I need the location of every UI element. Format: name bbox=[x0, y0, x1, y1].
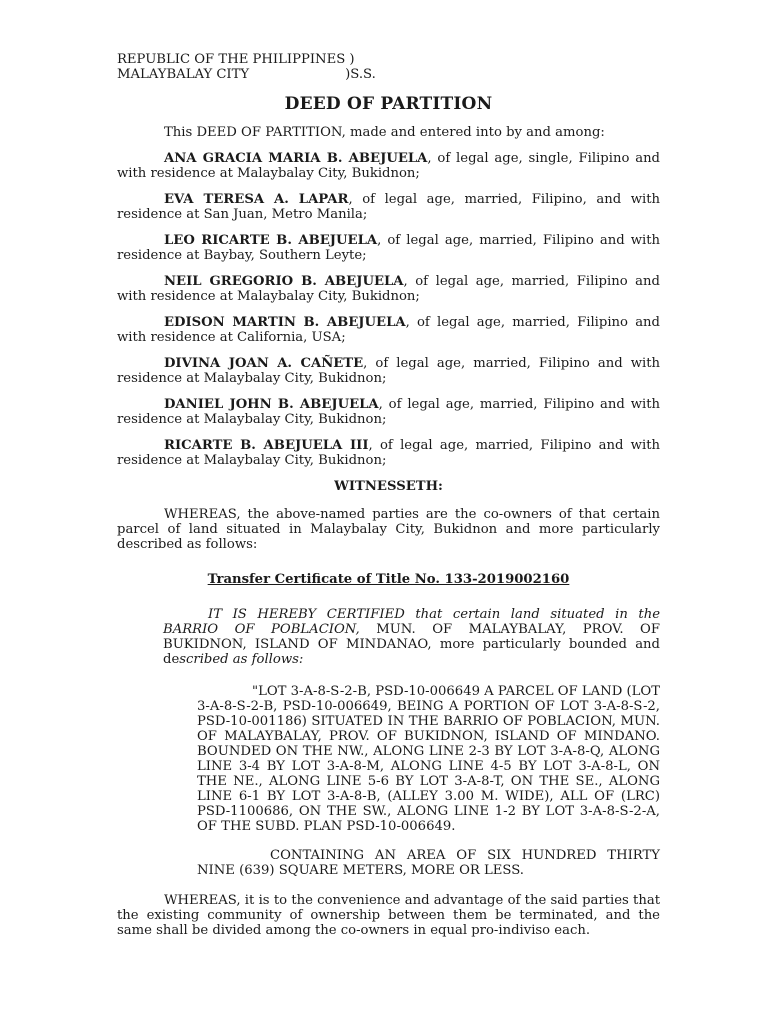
party-paragraph bbox=[117, 438, 660, 468]
area-clause: CONTAINING AN AREA OF SIX HUNDRED THIRTY NINE (639) SQUARE METERS, MORE OR LESS. bbox=[197, 848, 660, 878]
party-paragraph bbox=[117, 356, 660, 386]
venue-ss: )S.S. bbox=[345, 67, 376, 82]
party-description: , of legal age, married, Filipino and with residence at Malaybalay City, Bukidnon; bbox=[117, 438, 660, 468]
party-name: DIVINA JOAN A. CAÑETE bbox=[164, 356, 364, 371]
party-name: EVA TERESA A. LAPAR bbox=[164, 192, 349, 207]
venue-city-row bbox=[117, 67, 660, 82]
party-description: , of legal age, single, Filipino and with residence at Malaybalay City, Bukidnon; bbox=[117, 151, 661, 181]
party-name: EDISON MARTIN B. ABEJUELA bbox=[164, 315, 406, 330]
party-paragraph bbox=[117, 192, 660, 222]
venue-city: MALAYBALAY CITY bbox=[117, 67, 250, 82]
whereas-clause-1: WHEREAS, the above-named parties are the co-owners of that certain parcel of land situated in Malaybalay City, Bukidnon and more particularly described as follows: bbox=[117, 507, 660, 552]
intro-paragraph: This DEED OF PARTITION, made and entered into by and among: bbox=[164, 125, 605, 140]
venue-block bbox=[117, 52, 660, 82]
deed-document bbox=[117, 52, 660, 938]
party-name: DANIEL JOHN B. ABEJUELA bbox=[164, 397, 379, 412]
certification-paragraph bbox=[163, 607, 660, 667]
party-name: NEIL GREGORIO B. ABEJUELA bbox=[164, 274, 404, 289]
party-description: , of legal age, married, Filipino, and with residence at San Juan, Metro Manila; bbox=[117, 192, 661, 222]
barrio-phrase: BARRIO OF POBLACION, bbox=[163, 622, 360, 637]
venue-republic: REPUBLIC OF THE PHILIPPINES ) bbox=[117, 52, 355, 67]
witnesseth-heading: WITNESSETH: bbox=[334, 479, 443, 494]
party-name: ANA GRACIA MARIA B. ABEJUELA bbox=[164, 151, 428, 166]
party-name: RICARTE B. ABEJUELA III bbox=[164, 438, 369, 453]
party-paragraph bbox=[117, 397, 660, 427]
party-description: , of legal age, married, Filipino and with residence at Malaybalay City, Bukidnon; bbox=[117, 397, 660, 427]
party-description: , of legal age, married, Filipino and with residence at California, USA; bbox=[117, 315, 660, 345]
party-description: , of legal age, married, Filipino and with residence at Baybay, Southern Leyte; bbox=[117, 233, 661, 263]
lot-description: "LOT 3-A-8-S-2-B, PSD-10-006649 A PARCEL OF LAND (LOT 3-A-8-S-2-B, PSD-10-006649, BEING A PORTION OF LOT 3-A-8-S-2, PSD-10-001186) SITUATED IN THE BARRIO OF POBLACION, MUN. OF MALAYBALAY, PROV. OF BUKIDNON, ISLAND OF MINDANO. BOUNDED ON THE NW., ALONG LINE 2-3 BY LOT 3-A-8-Q, ALONG LINE 3-4 BY LOT 3-A-8-M, ALONG LINE 4-5 BY LOT 3-A-8-L, ON THE NE., ALONG LINE 5-6 BY LOT 3-A-8-T, ON THE SE., ALONG LINE 6-1 BY LOT 3-A-8-B, (ALLEY 3.00 M. WIDE), ALL OF (LRC) PSD-1100686, ON THE SW., ALONG LINE 1-2 BY LOT 3-A-8-S-2-A, OF THE SUBD. PLAN PSD-10-006649. bbox=[197, 684, 660, 834]
party-paragraph bbox=[117, 274, 660, 304]
party-paragraph bbox=[117, 315, 660, 345]
certification-phrase: IT IS HEREBY CERTIFIED bbox=[208, 607, 405, 622]
tct-heading: Transfer Certificate of Title No. 133-2019002160 bbox=[207, 572, 570, 587]
certification-location: MUN. OF MALAYBALAY, PROV. OF BUKIDNON, ISLAND OF MINDANAO, more particularly bounded and de bbox=[163, 622, 661, 667]
certification-closing: scribed as follows: bbox=[179, 652, 304, 667]
document-title: DEED OF PARTITION bbox=[284, 94, 493, 114]
party-paragraph bbox=[117, 151, 660, 181]
party-description: , of legal age, married, Filipino and with residence at Malaybalay City, Bukidnon; bbox=[117, 356, 660, 386]
party-paragraph bbox=[117, 233, 660, 263]
party-description: , of legal age, married, Filipino and with residence at Malaybalay City, Bukidnon; bbox=[117, 274, 660, 304]
party-name: LEO RICARTE B. ABEJUELA bbox=[164, 233, 378, 248]
whereas-clause-2: WHEREAS, it is to the convenience and advantage of the said parties that the existing community of ownership between them be terminated, and the same shall be divided among the co-owners in equal pro-indiviso each. bbox=[117, 893, 660, 938]
certification-text: that certain land situated in the bbox=[404, 607, 661, 622]
